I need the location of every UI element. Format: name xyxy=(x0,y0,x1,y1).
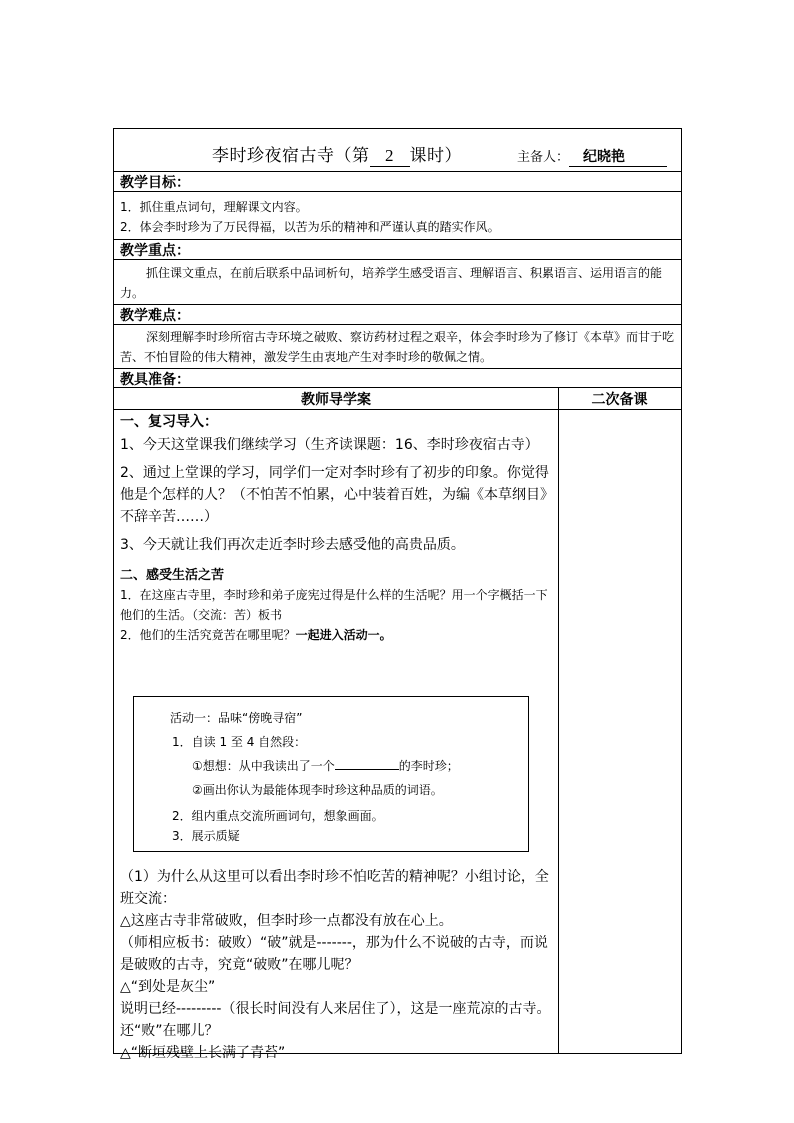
activity-box xyxy=(133,696,529,852)
section-review-body xyxy=(114,434,558,556)
goals-list xyxy=(114,197,681,237)
preparer xyxy=(517,146,667,167)
activity-think xyxy=(192,757,459,774)
key-points-heading: 教学重点： xyxy=(120,243,190,259)
section-review-heading: 一、复习导入： xyxy=(120,414,218,430)
review-paragraph: 1、今天这堂课我们继续学习（生齐读课题：16、李时珍夜宿古寺） xyxy=(120,437,539,453)
review-paragraph: 3、今天就让我们再次走近李时珍去感受他的高贵品质。 xyxy=(120,537,465,553)
difficulties-heading-row xyxy=(114,305,681,325)
activity-step: 3．展示质疑 xyxy=(172,829,240,843)
discussion-line: 说明已经---------（很长时间没有人来居住了），这是一座荒凉的古寺。还“败”在哪儿？ xyxy=(120,1001,551,1039)
discussion-line: △“断垣残壁上长满了青苔” xyxy=(120,1045,286,1061)
activity-think-suffix: 的李时珍； xyxy=(398,759,459,773)
activity-circle-words: ②画出你认为最能体现李时珍这种品质的词语。 xyxy=(192,783,443,797)
second-prep-column-header: 二次备课 xyxy=(591,392,648,408)
discussion-line: △这座古寺非常破败，但李时珍一点都没有放在心上。 xyxy=(120,913,453,929)
activity-think-text: ①想想：从中我读出了一个 xyxy=(192,759,335,773)
lesson-plan-table xyxy=(113,128,682,1061)
discussion-body xyxy=(114,866,558,1064)
review-paragraph: 2、通过上堂课的学习，同学们一定对李时珍有了初步的印象。你觉得他是个怎样的人？（不怕苦不怕累，心中装着百姓，为编《本草纲目》不辞辛苦……） xyxy=(120,465,549,525)
lesson-number: 2 xyxy=(370,146,410,167)
title-suffix: 课时） xyxy=(409,146,462,166)
preparer-label: 主备人： xyxy=(517,150,570,165)
discussion-line: （1）为什么从这里可以看出李时珍不怕吃苦的精神呢？小组讨论，全班交流： xyxy=(120,869,549,907)
preparer-name: 纪晓艳 xyxy=(569,146,667,167)
difficulties-row xyxy=(114,325,681,369)
section-hardship-body xyxy=(114,585,558,645)
goals-heading: 教学目标： xyxy=(120,175,190,191)
title-row xyxy=(114,129,681,172)
section-hardship-heading: 二、感受生活之苦 xyxy=(120,568,225,583)
key-points-heading-row xyxy=(114,240,681,260)
hardship-question: 2．他们的生活究竟苦在哪里呢？ xyxy=(120,628,296,642)
materials-row xyxy=(114,369,681,388)
hardship-question-emphasis: 一起进入活动一。 xyxy=(295,628,392,642)
fill-in-blank xyxy=(335,769,399,770)
difficulties-body xyxy=(114,327,681,367)
key-points-body xyxy=(114,263,681,303)
column-header-row xyxy=(114,388,681,410)
hardship-question: 1．在这座古寺里，李时珍和弟子庞宪过得是什么样的生活呢？用一个字概括一下他们的生活。（交流：苦）板书 xyxy=(120,588,548,622)
activity-title: 活动一：品味“傍晚寻宿” xyxy=(170,711,303,725)
activity-step: 2．组内重点交流所画词句，想象画面。 xyxy=(172,809,384,823)
lesson-title xyxy=(212,141,462,167)
key-points-text: 抓住课文重点，在前后联系中品词析句，培养学生感受语言、理解语言、积累语言、运用语言的能力。 xyxy=(120,266,663,300)
goals-heading-row xyxy=(114,172,681,192)
second-prep-column xyxy=(559,410,681,1053)
difficulties-heading: 教学难点： xyxy=(120,308,190,324)
teacher-guide-column xyxy=(114,410,558,1061)
discussion-line: （师相应板书：破败）“破”就是-------，那为什么不说破的古寺，而说是破败的古寺，究竟“破败”在哪儿呢？ xyxy=(120,935,548,973)
materials-heading: 教具准备： xyxy=(120,372,190,388)
goals-row xyxy=(114,192,681,240)
activity-step: 1．自读 1 至 4 自然段： xyxy=(172,735,307,749)
title-text: 李时珍夜宿古寺（第 xyxy=(212,146,370,166)
goal-item: 1．抓住重点词句，理解课文内容。 xyxy=(120,200,308,214)
key-points-row xyxy=(114,260,681,305)
goal-item: 2．体会李时珍为了万民得福，以苦为乐的精神和严谨认真的踏实作风。 xyxy=(120,220,500,234)
difficulties-text: 深刻理解李时珍所宿古寺环境之破败、察访药材过程之艰辛，体会李时珍为了修订《本草》而甘于吃苦、不怕冒险的伟大精神，激发学生由衷地产生对李时珍的敬佩之情。 xyxy=(120,330,675,364)
discussion-line: △“到处是灰尘” xyxy=(120,979,216,995)
teacher-guide-column-header: 教师导学案 xyxy=(301,392,371,408)
